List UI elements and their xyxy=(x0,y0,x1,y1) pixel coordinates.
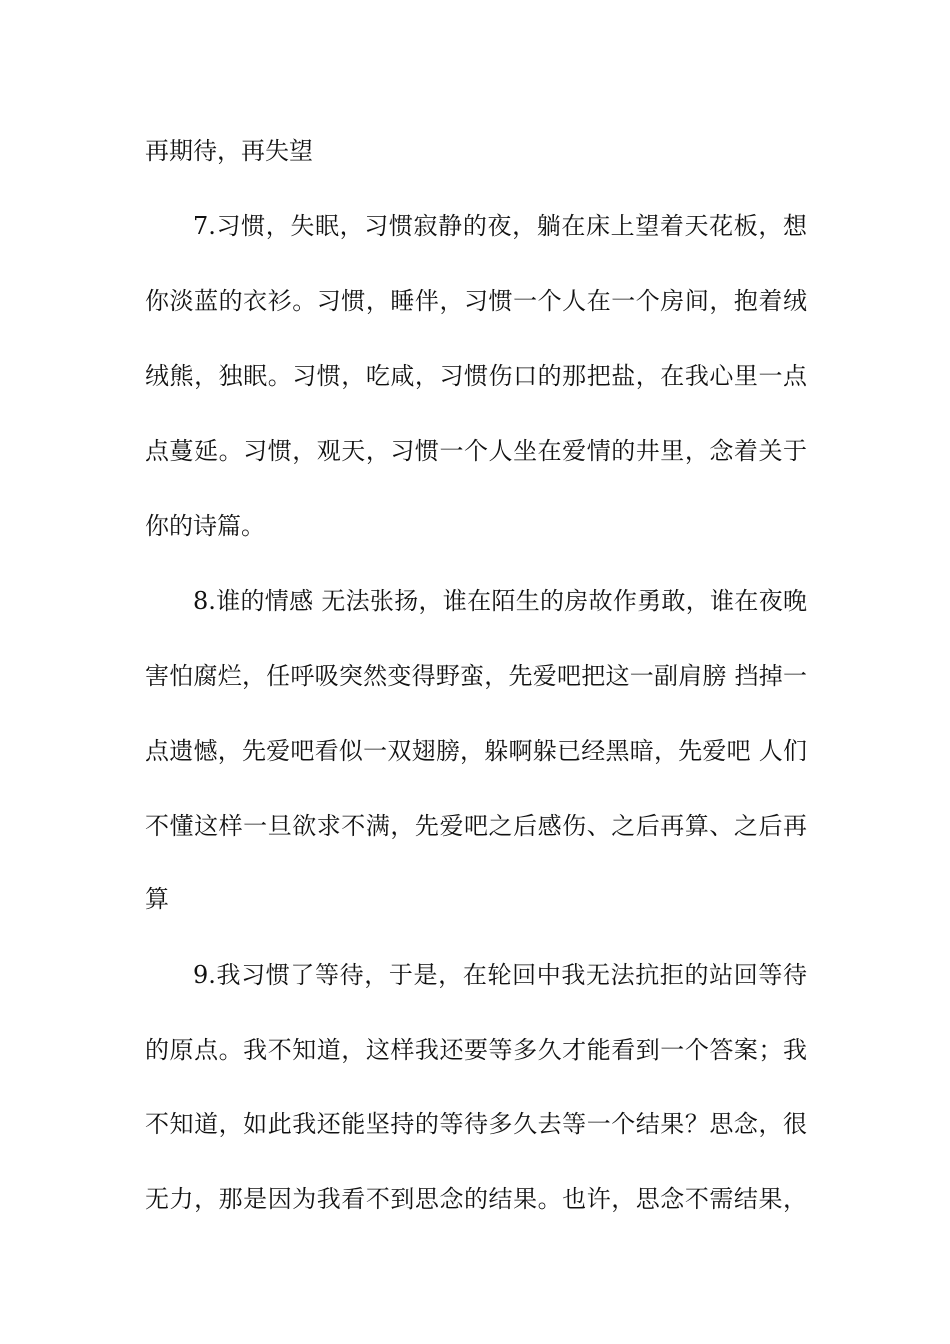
text-line: 不懂这样一旦欲求不满，先爱吧之后感伤、之后再算、之后再 xyxy=(145,812,807,840)
text-line: 无力，那是因为我看不到思念的结果。也许，思念不需结果， xyxy=(145,1185,807,1213)
text-line: 害怕腐烂，任呼吸突然变得野蛮，先爱吧把这一副肩膀 挡掉一 xyxy=(145,662,807,690)
text-line: 再期待，再失望 xyxy=(145,137,313,165)
text-line: 算 xyxy=(145,885,169,913)
text-line: 你的诗篇。 xyxy=(145,512,265,540)
text-line: 你淡蓝的衣衫。习惯，睡伴，习惯一个人在一个房间，抱着绒 xyxy=(145,287,807,315)
text-line: 的原点。我不知道，这样我还要等多久才能看到一个答案；我 xyxy=(145,1036,807,1064)
text-line: 绒熊，独眠。习惯，吃咸，习惯伤口的那把盐，在我心里一点 xyxy=(145,362,807,390)
text-line: 9.我习惯了等待，于是，在轮回中我无法抗拒的站回等待 xyxy=(193,961,807,989)
text-line: 点遗憾，先爱吧看似一双翅膀，躲啊躲已经黑暗，先爱吧 人们 xyxy=(145,737,807,765)
text-line: 不知道，如此我还能坚持的等待多久去等一个结果？思念，很 xyxy=(145,1110,807,1138)
text-line: 点蔓延。习惯，观天，习惯一个人坐在爱情的井里，念着关于 xyxy=(145,437,807,465)
text-line: 7.习惯，失眠，习惯寂静的夜，躺在床上望着天花板，想 xyxy=(193,212,807,240)
text-line: 8.谁的情感 无法张扬，谁在陌生的房故作勇敢，谁在夜晚 xyxy=(193,587,807,615)
